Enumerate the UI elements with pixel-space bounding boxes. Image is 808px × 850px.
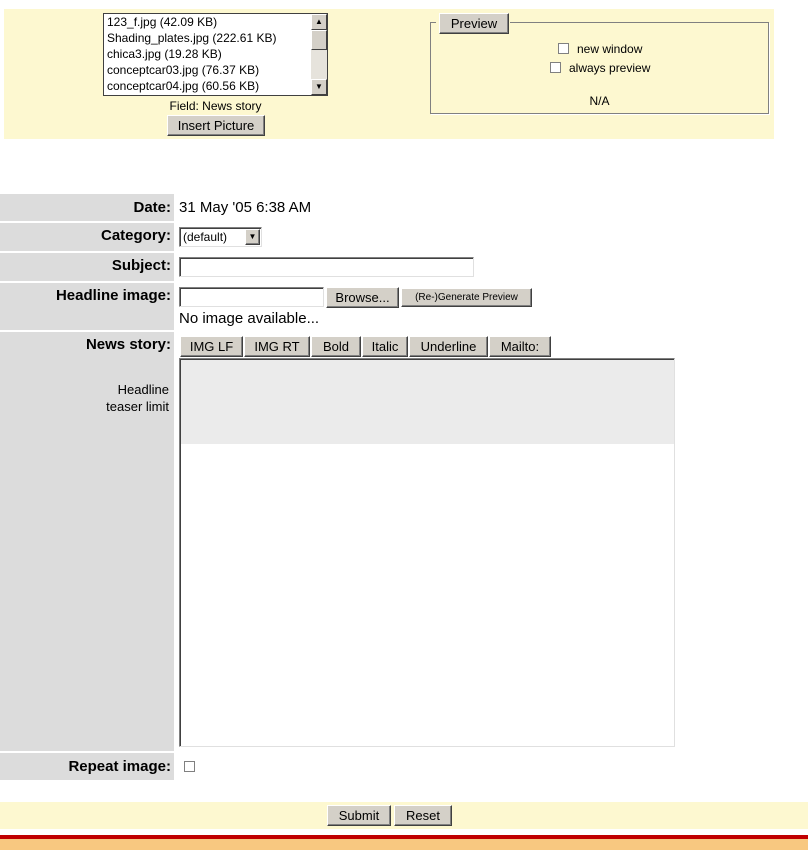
repeat-image-checkbox[interactable] [184, 761, 195, 772]
preview-button[interactable]: Preview [439, 13, 509, 34]
italic-button[interactable]: Italic [362, 336, 408, 357]
file-item[interactable]: Shading_plates.jpg (222.61 KB) [107, 31, 277, 45]
picture-file-list[interactable] [103, 13, 328, 96]
underline-button[interactable]: Underline [409, 336, 488, 357]
insert-picture-button[interactable]: Insert Picture [167, 115, 265, 136]
chevron-down-icon[interactable]: ▼ [245, 229, 260, 245]
subject-label: Subject: [111, 257, 171, 274]
news-story-label: News story: [85, 336, 171, 353]
date-value: 31 May '05 6:38 AM [179, 199, 312, 216]
category-select[interactable] [179, 227, 262, 247]
new-window-checkbox[interactable] [558, 43, 569, 54]
mailto-button[interactable]: Mailto: [489, 336, 551, 357]
teaser-limit-line2: teaser limit [106, 399, 169, 414]
preview-value: N/A [589, 94, 610, 108]
teaser-limit-area [181, 360, 674, 444]
file-item[interactable]: chica3.jpg (19.28 KB) [107, 47, 222, 61]
news-story-textarea[interactable] [179, 358, 675, 747]
headline-image-file-input[interactable] [179, 287, 324, 307]
subject-input[interactable] [179, 257, 474, 277]
field-label: Field: News story [169, 99, 262, 113]
category-selected-value: (default) [183, 230, 228, 244]
submit-button[interactable]: Submit [327, 805, 391, 826]
bold-button[interactable]: Bold [311, 336, 361, 357]
file-item[interactable]: conceptcar04.jpg (60.56 KB) [107, 79, 260, 93]
file-list-scrollbar[interactable] [311, 14, 327, 95]
scroll-up-icon[interactable]: ▲ [311, 14, 327, 30]
no-image-text: No image available... [179, 310, 320, 327]
date-label: Date: [133, 199, 171, 216]
always-preview-label: always preview [569, 61, 651, 75]
repeat-image-label: Repeat image: [68, 758, 171, 775]
category-label: Category: [100, 227, 171, 244]
file-item[interactable]: conceptcar03.jpg (76.37 KB) [107, 63, 260, 77]
reset-button[interactable]: Reset [394, 805, 452, 826]
new-window-label: new window [577, 42, 643, 56]
img-lf-button[interactable]: IMG LF [180, 336, 243, 357]
browse-button[interactable]: Browse... [326, 287, 399, 308]
img-rt-button[interactable]: IMG RT [244, 336, 310, 357]
headline-image-label: Headline image: [55, 287, 171, 304]
scroll-down-icon[interactable]: ▼ [311, 79, 327, 95]
file-item[interactable]: 123_f.jpg (42.09 KB) [107, 15, 218, 29]
scroll-thumb[interactable] [311, 30, 327, 50]
always-preview-checkbox[interactable] [550, 62, 561, 73]
teaser-limit-line1: Headline [117, 382, 169, 397]
footer-orange-band [0, 839, 808, 850]
regenerate-preview-button[interactable]: (Re-)Generate Preview [401, 288, 532, 307]
